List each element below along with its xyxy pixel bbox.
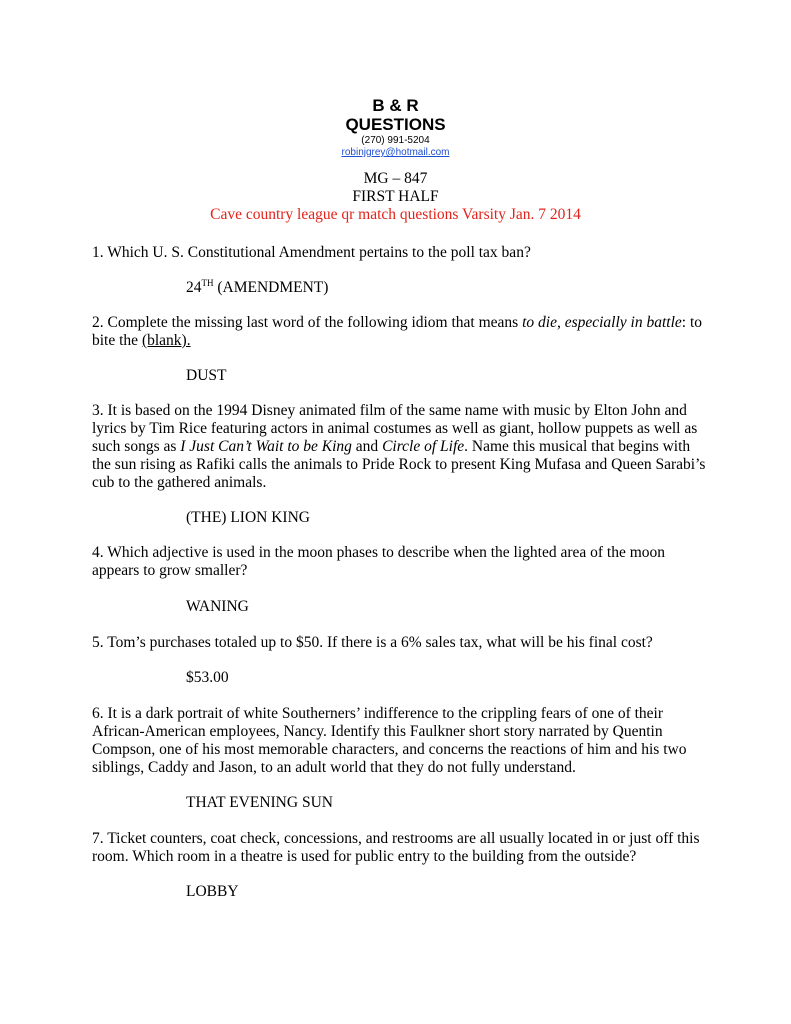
match-subtitle: Cave country league qr match questions Varsity Jan. 7 2014 <box>210 206 581 223</box>
answer-2: DUST <box>186 367 227 384</box>
answer-1-number: 24 <box>186 279 202 296</box>
question-2-text: 2. Complete the missing last word of the following idiom that means <box>92 314 523 331</box>
answer-1-suffix: TH <box>201 277 214 288</box>
question-3-text: 3. It is based on the 1994 Disney animated film of the same name with music by Elton John and lyrics by Tim Rice featuring actors in animal costumes as well as giant, hollow puppets as well as such songs as <box>92 402 698 455</box>
question-2-blank: (blank). <box>141 332 191 349</box>
answer-1 <box>186 279 328 297</box>
answer-1-rest: (AMENDMENT) <box>213 279 329 296</box>
question-3-text-2: and <box>351 438 383 455</box>
answer-5: $53.00 <box>186 669 229 686</box>
question-3-italic-2: Circle of Life <box>382 438 465 455</box>
question-5: 5. Tom’s purchases totaled up to $50. If there is a 6% sales tax, what will be his final cost? <box>92 634 653 651</box>
question-3-text-3: . Name this musical that begins with the sun rising as Rafiki calls the animals to Pride Rock to present King Mufasa and Queen Sarabi’s cub to the gathered animals. <box>92 438 706 491</box>
match-code: MG – 847 <box>363 170 428 187</box>
question-3 <box>92 402 712 492</box>
half-label: FIRST HALF <box>352 188 439 205</box>
question-2-text-2: to bite the <box>92 314 703 349</box>
answer-4: WANING <box>186 598 249 615</box>
answer-3: (THE) LION KING <box>186 509 310 526</box>
question-6: 6. It is a dark portrait of white Southerners’ indifference to the crippling fears of one of their African-American employees, Nancy. Identify this Faulkner short story narrated by Quentin Compson, one of his most memorable characters, and concerns the reactions of him and his two siblings, Caddy and Jason, to an adult world that they do not fully understand. <box>92 705 687 776</box>
brand-title-line1: B & R <box>372 96 419 115</box>
brand-title-line2: QUESTIONS <box>345 115 446 134</box>
question-4: 4. Which adjective is used in the moon phases to describe when the lighted area of the moon appears to grow smaller? <box>92 544 666 579</box>
question-3-italic-1: I Just Can’t Wait to be King <box>180 438 352 455</box>
question-1: 1. Which U. S. Constitutional Amendment pertains to the poll tax ban? <box>92 244 531 261</box>
answer-6: THAT EVENING SUN <box>186 794 333 811</box>
phone-number: (270) 991-5204 <box>361 135 430 146</box>
question-2 <box>92 314 712 350</box>
question-2-colon: : <box>681 314 687 331</box>
question-2-italic: to die, especially in battle <box>522 314 682 331</box>
question-7: 7. Ticket counters, coat check, concessions, and restrooms are all usually located in or just off this room. Which room in a theatre is used for public entry to the building from the outside? <box>92 830 700 865</box>
email-link[interactable]: robinjgrey@hotmail.com <box>341 147 450 158</box>
email-container <box>0 147 791 159</box>
answer-7: LOBBY <box>186 883 239 900</box>
